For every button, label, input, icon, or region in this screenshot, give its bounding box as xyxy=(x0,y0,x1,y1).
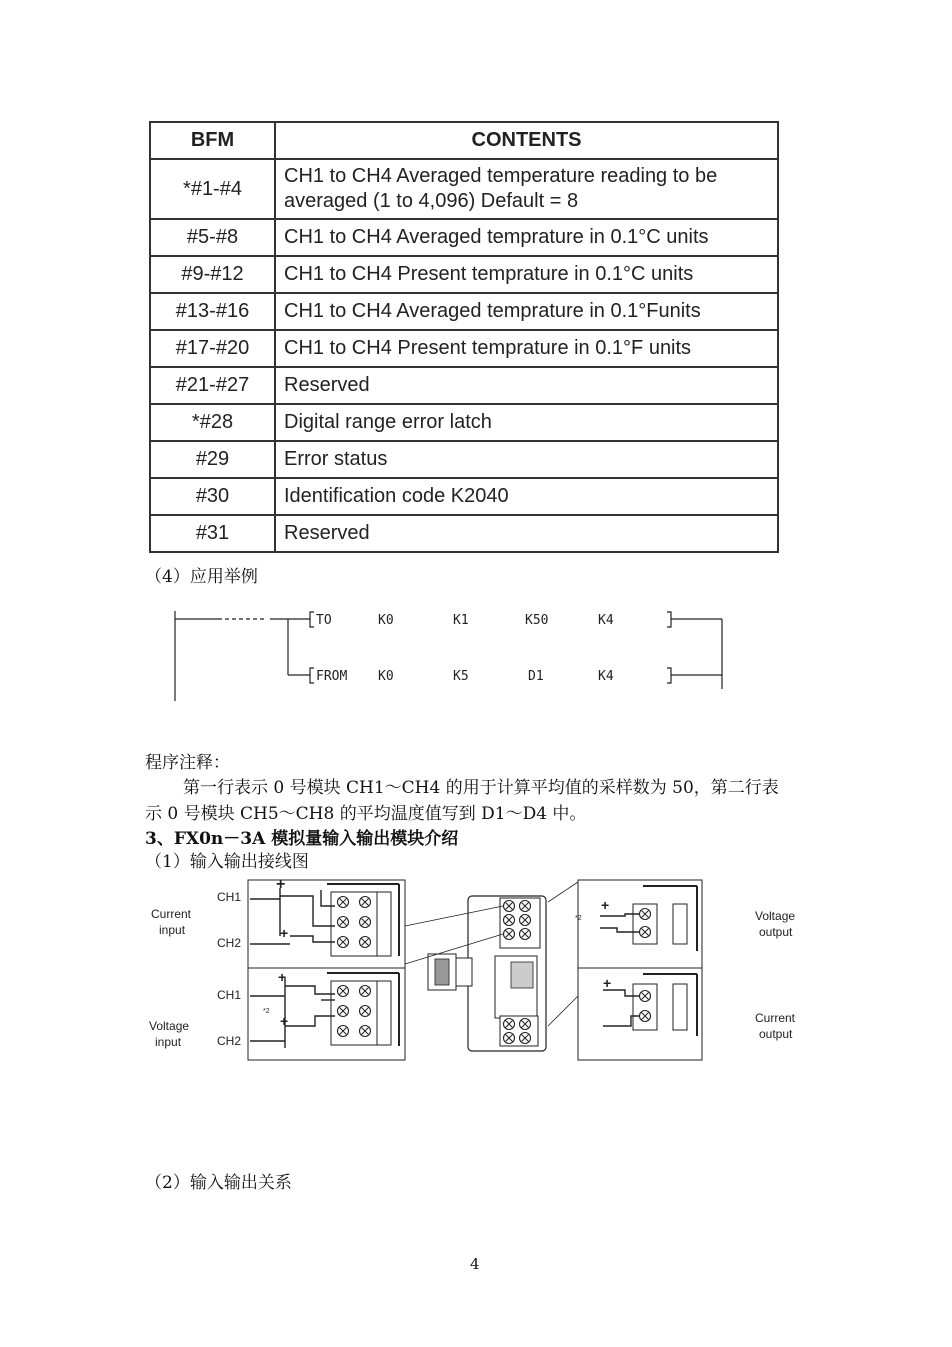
bfm-cell: *#1-#4 xyxy=(150,159,275,219)
bfm-cell: #9-#12 xyxy=(150,256,275,293)
table-row xyxy=(150,404,778,441)
ch1-label: CH1 xyxy=(217,890,242,904)
bfm-table xyxy=(149,121,779,553)
bfm-cell: #30 xyxy=(150,478,275,515)
bfm-cell: #21-#27 xyxy=(150,367,275,404)
table-row xyxy=(150,256,778,293)
section3-title: 3、FX0n－3A 模拟量输入输出模块介绍 xyxy=(145,829,459,849)
ch2-label: CH2 xyxy=(217,1034,242,1048)
bracket-open-1 xyxy=(310,612,314,627)
current-output-terminal-box xyxy=(578,968,702,1060)
svg-text:+: + xyxy=(278,969,287,985)
table-row xyxy=(150,219,778,256)
voltage-output-label: Voltage xyxy=(755,909,796,923)
bfm-cell: #13-#16 xyxy=(150,293,275,330)
ladder-diagram xyxy=(170,603,730,703)
note-mark: *2 xyxy=(263,1008,270,1015)
bfm-cell: #31 xyxy=(150,515,275,552)
contents-cell: Digital range error latch xyxy=(275,404,778,441)
contents-cell: CH1 to CH4 Averaged temperature reading to be averaged (1 to 4,096) Default = 8 xyxy=(275,159,778,219)
contents-cell: CH1 to CH4 Present temprature in 0.1°F units xyxy=(275,330,778,367)
ladder-arg: K4 xyxy=(598,613,614,628)
page-number: 4 xyxy=(470,1255,480,1273)
note-mark: *2 xyxy=(575,915,582,922)
ch2-label: CH2 xyxy=(217,936,242,950)
table-row xyxy=(150,330,778,367)
table-row xyxy=(150,478,778,515)
voltage-input-label: Voltage xyxy=(149,1019,190,1033)
contents-cell: CH1 to CH4 Averaged temprature in 0.1°Funits xyxy=(275,293,778,330)
bracket-close-1 xyxy=(667,612,671,627)
svg-text:output: output xyxy=(759,1027,793,1041)
voltage-output-terminal-box xyxy=(575,880,702,968)
svg-text:+: + xyxy=(603,975,612,991)
ladder-arg: D1 xyxy=(528,669,544,684)
current-input-label: Current xyxy=(151,907,192,921)
ch1-label: CH1 xyxy=(217,988,242,1002)
bfm-cell: #29 xyxy=(150,441,275,478)
bfm-cell: *#28 xyxy=(150,404,275,441)
table-row xyxy=(150,441,778,478)
subsection1-heading: （1）输入输出接线图 xyxy=(145,852,309,872)
ladder-arg: K5 xyxy=(453,669,469,684)
contents-cell: CH1 to CH4 Present temprature in 0.1°C units xyxy=(275,256,778,293)
wiring-diagram xyxy=(145,876,805,1066)
header-contents: CONTENTS xyxy=(275,122,778,159)
svg-text:+: + xyxy=(601,897,610,913)
svg-text:input: input xyxy=(159,923,186,937)
voltage-input-terminal-box xyxy=(217,968,405,1060)
subsection2-heading: （2）输入输出关系 xyxy=(145,1173,292,1193)
notes-line-2: 示 0 号模块 CH5～CH8 的平均温度值写到 D1～D4 中。 xyxy=(145,804,587,824)
ladder-instr-from: FROM xyxy=(316,669,348,684)
ladder-arg: K0 xyxy=(378,669,394,684)
table-row xyxy=(150,293,778,330)
svg-text:output: output xyxy=(759,925,793,939)
ladder-arg: K4 xyxy=(598,669,614,684)
notes-line-1: 第一行表示 0 号模块 CH1～CH4 的用于计算平均值的采样数为 50，第二行表 xyxy=(183,778,779,798)
current-input-terminal-box xyxy=(217,876,405,968)
contents-cell: Error status xyxy=(275,441,778,478)
contents-cell: Reserved xyxy=(275,367,778,404)
svg-text:+: + xyxy=(280,925,289,941)
ladder-instr-to: TO xyxy=(316,613,332,628)
svg-text:+: + xyxy=(280,1013,289,1029)
bfm-cell: #17-#20 xyxy=(150,330,275,367)
table-row xyxy=(150,159,778,219)
table-row xyxy=(150,367,778,404)
section4-heading: （4）应用举例 xyxy=(145,567,258,587)
ladder-arg: K50 xyxy=(525,613,549,628)
bfm-cell: #5-#8 xyxy=(150,219,275,256)
table-row xyxy=(150,515,778,552)
svg-text:+: + xyxy=(276,876,286,893)
current-output-label: Current xyxy=(755,1011,796,1025)
contents-cell: Reserved xyxy=(275,515,778,552)
bracket-open-2 xyxy=(310,668,314,683)
ladder-arg: K1 xyxy=(453,613,469,628)
table-header-row xyxy=(150,122,778,159)
notes-heading: 程序注释： xyxy=(145,753,230,773)
ladder-arg: K0 xyxy=(378,613,394,628)
contents-cell: CH1 to CH4 Averaged temprature in 0.1°C units xyxy=(275,219,778,256)
contents-cell: Identification code K2040 xyxy=(275,478,778,515)
fx0n-3a-module xyxy=(428,896,546,1051)
bracket-close-2 xyxy=(667,668,671,683)
svg-text:input: input xyxy=(155,1035,182,1049)
header-bfm: BFM xyxy=(150,122,275,159)
